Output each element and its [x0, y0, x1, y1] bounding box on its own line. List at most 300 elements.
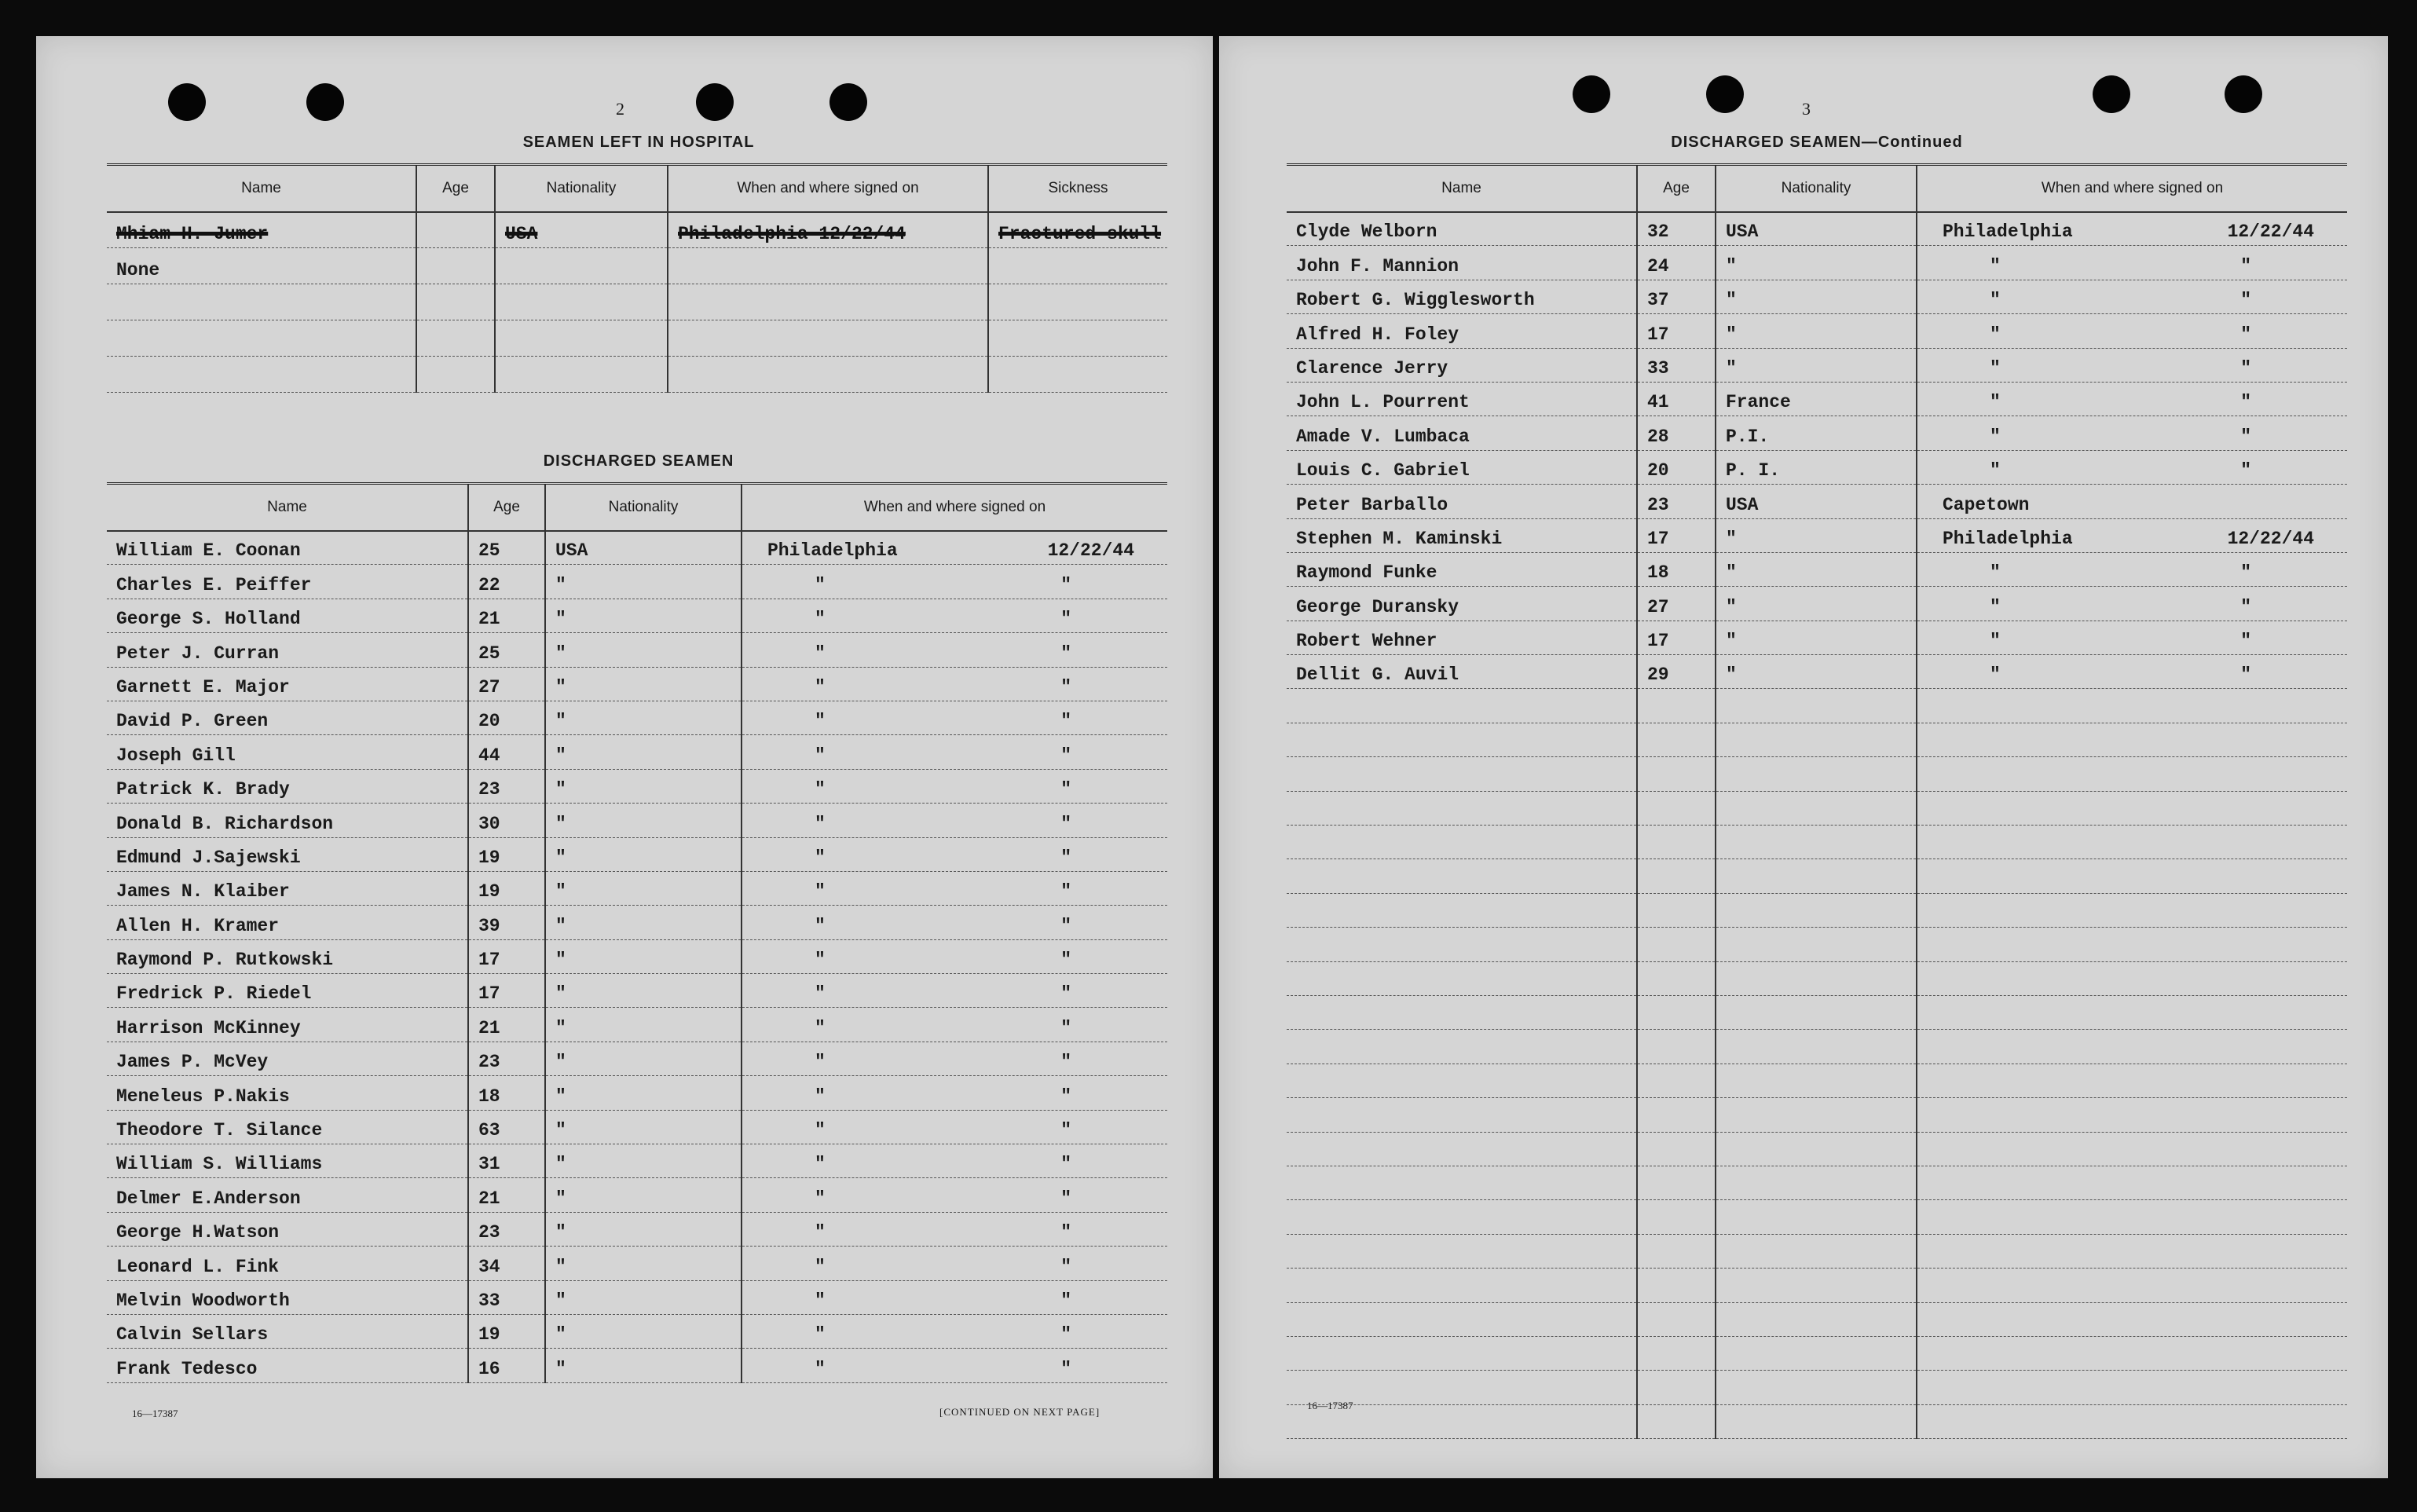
table-row	[107, 1349, 1167, 1382]
name-cell: John F. Mannion	[1287, 246, 1637, 280]
binder-hole	[2093, 75, 2130, 113]
name-cell: Louis C. Gabriel	[1287, 450, 1637, 484]
signed-on-cell	[1917, 552, 2347, 586]
signed-on-cell	[1917, 1371, 2347, 1404]
signed-on-date	[2314, 495, 2338, 515]
discharged-continued-title: DISCHARGED SEAMEN—Continued	[1671, 134, 1963, 151]
signed-on-place: "	[815, 1324, 826, 1345]
signed-on-values	[1927, 460, 2338, 481]
table-row	[107, 974, 1167, 1008]
table-row	[107, 531, 1167, 565]
table-row	[1287, 1200, 2347, 1234]
signed-on-cell	[742, 1247, 1167, 1280]
table-row	[1287, 587, 2347, 621]
signed-on-cell	[1917, 450, 2347, 484]
age-cell: 31	[468, 1144, 545, 1178]
table-row	[107, 769, 1167, 803]
nationality-cell: USA	[545, 531, 742, 565]
signed-on-place: "	[1990, 324, 2001, 345]
signed-on-place: "	[815, 745, 826, 766]
signed-on-date: "	[1060, 1324, 1071, 1345]
signed-on-cell	[1917, 826, 2347, 859]
nationality-cell	[1716, 791, 1917, 825]
signed-on-cell	[742, 565, 1167, 599]
age-cell	[1637, 961, 1716, 995]
signed-on-cell	[1917, 348, 2347, 382]
signed-on-date: "	[1060, 881, 1071, 902]
signed-on-date: "	[1060, 643, 1071, 664]
table-row	[107, 804, 1167, 837]
nationality-cell: "	[545, 769, 742, 803]
signed-on-date: "	[1060, 1188, 1071, 1209]
signed-on-date: "	[2240, 631, 2251, 652]
signed-on-date: "	[1060, 983, 1071, 1005]
name-cell: Stephen M. Kaminski	[1287, 518, 1637, 552]
table-row	[1287, 518, 2347, 552]
nationality-cell: "	[545, 1110, 742, 1144]
signed-on-cell	[742, 633, 1167, 667]
signed-on-place: "	[815, 1154, 826, 1175]
signed-on-place: "	[815, 1290, 826, 1311]
signed-on-values	[752, 1018, 1158, 1038]
binder-hole	[829, 83, 867, 121]
name-cell: Joseph Gill	[107, 735, 468, 769]
form-number: 16—17387	[132, 1408, 178, 1419]
age-cell: 30	[468, 804, 545, 837]
nationality-cell: USA	[495, 212, 668, 248]
signed-on-values	[1927, 529, 2338, 549]
table-row	[1287, 1234, 2347, 1268]
sickness-cell	[988, 284, 1167, 320]
name-cell	[1287, 893, 1637, 927]
signed-on-values	[752, 916, 1158, 936]
signed-on-place: "	[815, 1222, 826, 1243]
nationality-cell: "	[545, 565, 742, 599]
age-cell: 44	[468, 735, 545, 769]
age-cell: 41	[1637, 382, 1716, 416]
discharged-continued-header-row	[1287, 165, 2347, 212]
signed-on-place: "	[815, 983, 826, 1005]
signed-on-cell: Philadelphia 12/22/44	[668, 212, 988, 248]
table-row	[1287, 1064, 2347, 1097]
sickness-cell	[988, 357, 1167, 393]
signed-on-date: "	[1060, 915, 1071, 936]
col-header-name: Name	[107, 484, 468, 531]
signed-on-cell	[742, 939, 1167, 973]
signed-on-date: "	[1060, 847, 1071, 868]
name-cell: Charles E. Peiffer	[107, 565, 468, 599]
age-cell	[1637, 995, 1716, 1029]
table-row	[1287, 280, 2347, 313]
table-row	[107, 1076, 1167, 1110]
page-number: 3	[1802, 99, 1811, 119]
age-cell: 20	[468, 701, 545, 734]
signed-on-cell	[1917, 314, 2347, 348]
signed-on-date: "	[1060, 1154, 1071, 1175]
signed-on-place: "	[1990, 290, 2001, 311]
age-cell	[1637, 757, 1716, 791]
signed-on-values	[1927, 324, 2338, 345]
name-cell	[1287, 1302, 1637, 1336]
binder-hole	[2225, 75, 2262, 113]
discharged-table	[107, 482, 1167, 1383]
table-row	[1287, 552, 2347, 586]
name-cell: Peter J. Curran	[107, 633, 468, 667]
nationality-cell: "	[545, 871, 742, 905]
signed-on-cell	[742, 974, 1167, 1008]
nationality-cell	[1716, 1302, 1917, 1336]
sickness-cell: Fractured skull	[988, 212, 1167, 248]
col-header-nationality: Nationality	[495, 165, 668, 212]
nationality-cell: "	[545, 1314, 742, 1348]
nationality-cell: "	[1716, 587, 1917, 621]
nationality-cell: "	[1716, 280, 1917, 313]
table-row	[107, 284, 1167, 320]
nationality-cell: "	[545, 974, 742, 1008]
signed-on-cell	[668, 248, 988, 284]
age-cell	[1637, 1404, 1716, 1438]
name-cell: None	[107, 248, 416, 284]
signed-on-cell	[742, 804, 1167, 837]
nationality-cell: "	[545, 804, 742, 837]
signed-on-cell	[1917, 1098, 2347, 1132]
signed-on-values	[1927, 562, 2338, 583]
signed-on-place: "	[1990, 357, 2001, 379]
signed-on-cell	[1917, 689, 2347, 723]
age-cell	[1637, 1302, 1716, 1336]
age-cell	[1637, 1132, 1716, 1166]
signed-on-date: "	[1060, 1085, 1071, 1107]
table-row	[107, 248, 1167, 284]
nationality-cell	[1716, 961, 1917, 995]
signed-on-place: "	[815, 881, 826, 902]
name-cell	[1287, 1166, 1637, 1199]
nationality-cell	[1716, 1098, 1917, 1132]
age-cell	[416, 357, 495, 393]
signed-on-values	[752, 950, 1158, 970]
binder-hole	[1706, 75, 1744, 113]
nationality-cell	[1716, 1132, 1917, 1166]
age-cell	[416, 248, 495, 284]
signed-on-place: "	[815, 1358, 826, 1379]
signed-on-values	[752, 745, 1158, 766]
signed-on-cell	[1917, 1200, 2347, 1234]
binder-hole	[306, 83, 344, 121]
signed-on-values	[752, 1291, 1158, 1311]
nationality-cell	[1716, 1269, 1917, 1302]
name-cell	[1287, 1064, 1637, 1097]
nationality-cell: USA	[1716, 212, 1917, 246]
signed-on-values	[752, 575, 1158, 595]
age-cell	[1637, 1098, 1716, 1132]
age-cell	[1637, 1166, 1716, 1199]
age-cell	[1637, 1234, 1716, 1268]
signed-on-cell	[1917, 1404, 2347, 1438]
signed-on-values	[752, 609, 1158, 629]
age-cell	[1637, 826, 1716, 859]
table-row	[107, 357, 1167, 393]
col-header-signed-on: When and where signed on	[742, 484, 1167, 531]
left-page	[36, 36, 1213, 1478]
age-cell: 17	[1637, 518, 1716, 552]
signed-on-values	[1927, 664, 2338, 685]
signed-on-date: "	[1060, 1222, 1071, 1243]
signed-on-place: Philadelphia	[767, 540, 898, 562]
table-row	[1287, 1336, 2347, 1370]
age-cell: 63	[468, 1110, 545, 1144]
sickness-cell	[988, 320, 1167, 357]
nationality-cell: "	[545, 1042, 742, 1075]
signed-on-values	[1927, 221, 2338, 242]
signed-on-cell	[1917, 1030, 2347, 1064]
signed-on-place: "	[1990, 392, 2001, 413]
table-row	[1287, 621, 2347, 654]
signed-on-cell	[1917, 723, 2347, 756]
nationality-cell	[1716, 1166, 1917, 1199]
signed-on-place: "	[815, 1085, 826, 1107]
name-cell: Clarence Jerry	[1287, 348, 1637, 382]
nationality-cell: USA	[1716, 485, 1917, 518]
age-cell: 18	[1637, 552, 1716, 586]
age-cell: 37	[1637, 280, 1716, 313]
name-cell	[1287, 826, 1637, 859]
signed-on-date: "	[1060, 1358, 1071, 1379]
signed-on-cell	[742, 1178, 1167, 1212]
name-cell: William S. Williams	[107, 1144, 468, 1178]
signed-on-cell	[1917, 212, 2347, 246]
signed-on-values	[752, 1154, 1158, 1174]
table-row	[1287, 1166, 2347, 1199]
name-cell	[1287, 1030, 1637, 1064]
col-header-signed-on: When and where signed on	[1917, 165, 2347, 212]
age-cell	[1637, 723, 1716, 756]
signed-on-cell	[1917, 1064, 2347, 1097]
nationality-cell: "	[1716, 621, 1917, 654]
table-row	[1287, 791, 2347, 825]
signed-on-place: "	[1990, 255, 2001, 276]
nationality-cell	[495, 357, 668, 393]
signed-on-place: "	[815, 676, 826, 697]
age-cell	[1637, 791, 1716, 825]
page-number: 2	[616, 99, 624, 119]
age-cell	[1637, 1200, 1716, 1234]
age-cell: 21	[468, 1178, 545, 1212]
age-cell: 23	[468, 1042, 545, 1075]
nationality-cell: "	[1716, 348, 1917, 382]
nationality-cell: "	[1716, 246, 1917, 280]
signed-on-cell	[1917, 1302, 2347, 1336]
name-cell	[1287, 1336, 1637, 1370]
signed-on-values	[752, 848, 1158, 868]
table-row	[107, 667, 1167, 701]
table-row	[1287, 826, 2347, 859]
table-row	[1287, 723, 2347, 756]
signed-on-cell	[1917, 893, 2347, 927]
age-cell: 19	[468, 1314, 545, 1348]
nationality-cell: "	[545, 599, 742, 632]
age-cell: 19	[468, 837, 545, 871]
signed-on-cell	[1917, 621, 2347, 654]
table-row	[1287, 1404, 2347, 1438]
signed-on-date: "	[2240, 290, 2251, 311]
table-row	[1287, 655, 2347, 689]
signed-on-values	[1927, 392, 2338, 412]
name-cell: Peter Barballo	[1287, 485, 1637, 518]
nationality-cell: "	[545, 1247, 742, 1280]
age-cell: 23	[468, 769, 545, 803]
nationality-cell: "	[545, 837, 742, 871]
table-row	[1287, 348, 2347, 382]
signed-on-cell	[1917, 655, 2347, 689]
signed-on-place: "	[815, 1188, 826, 1209]
table-row	[107, 565, 1167, 599]
signed-on-cell	[742, 837, 1167, 871]
table-row	[107, 871, 1167, 905]
signed-on-date: "	[2240, 664, 2251, 686]
signed-on-date: "	[1060, 1290, 1071, 1311]
signed-on-cell	[742, 1144, 1167, 1178]
nationality-cell: "	[1716, 314, 1917, 348]
name-cell	[1287, 1234, 1637, 1268]
name-cell	[1287, 961, 1637, 995]
name-cell	[1287, 1098, 1637, 1132]
signed-on-place: "	[1990, 664, 2001, 686]
name-cell: Donald B. Richardson	[107, 804, 468, 837]
nationality-cell: "	[1716, 655, 1917, 689]
signed-on-values	[752, 1188, 1158, 1209]
signed-on-values	[1927, 290, 2338, 310]
signed-on-place: "	[815, 1052, 826, 1073]
signed-on-cell	[1917, 757, 2347, 791]
table-row	[1287, 1302, 2347, 1336]
signed-on-cell	[1917, 995, 2347, 1029]
signed-on-cell	[1917, 928, 2347, 961]
signed-on-cell	[1917, 246, 2347, 280]
col-header-name: Name	[107, 165, 416, 212]
age-cell	[416, 320, 495, 357]
table-row	[1287, 1269, 2347, 1302]
col-header-age: Age	[468, 484, 545, 531]
nationality-cell: "	[545, 1144, 742, 1178]
signed-on-place: "	[1990, 562, 2001, 584]
col-header-nationality: Nationality	[545, 484, 742, 531]
age-cell	[1637, 928, 1716, 961]
signed-on-date: "	[2240, 460, 2251, 481]
signed-on-values	[752, 1359, 1158, 1379]
nationality-cell: "	[545, 735, 742, 769]
hospital-table	[107, 163, 1167, 393]
sickness-cell	[988, 248, 1167, 284]
nationality-cell	[1716, 893, 1917, 927]
age-cell: 24	[1637, 246, 1716, 280]
hospital-header-row	[107, 165, 1167, 212]
name-cell: James N. Klaiber	[107, 871, 468, 905]
signed-on-place: "	[1990, 426, 2001, 447]
name-cell: Melvin Woodworth	[107, 1280, 468, 1314]
age-cell: 32	[1637, 212, 1716, 246]
signed-on-cell	[1917, 1166, 2347, 1199]
nationality-cell: "	[545, 1178, 742, 1212]
signed-on-place: "	[815, 1256, 826, 1277]
name-cell: George Duransky	[1287, 587, 1637, 621]
nationality-cell	[1716, 1371, 1917, 1404]
age-cell	[1637, 1269, 1716, 1302]
table-row	[107, 906, 1167, 939]
signed-on-cell	[1917, 859, 2347, 893]
table-row	[107, 1212, 1167, 1246]
table-row	[107, 1280, 1167, 1314]
signed-on-place: Capetown	[1943, 494, 2030, 515]
signed-on-date: 12/22/44	[1047, 540, 1134, 562]
signed-on-date: "	[1060, 1017, 1071, 1038]
signed-on-values	[752, 540, 1158, 561]
name-cell	[1287, 995, 1637, 1029]
signed-on-place: "	[815, 711, 826, 732]
nationality-cell: France	[1716, 382, 1917, 416]
signed-on-values	[1927, 597, 2338, 617]
table-row	[1287, 416, 2347, 450]
name-cell: Raymond Funke	[1287, 552, 1637, 586]
age-cell: 29	[1637, 655, 1716, 689]
signed-on-cell	[1917, 485, 2347, 518]
table-row	[1287, 893, 2347, 927]
table-row	[107, 320, 1167, 357]
name-cell	[1287, 928, 1637, 961]
age-cell	[1637, 1030, 1716, 1064]
name-cell: Harrison McKinney	[107, 1008, 468, 1042]
name-cell: Patrick K. Brady	[107, 769, 468, 803]
signed-on-date: "	[2240, 562, 2251, 584]
signed-on-cell	[742, 1076, 1167, 1110]
nationality-cell	[1716, 1030, 1917, 1064]
signed-on-values	[752, 1257, 1158, 1277]
name-cell: Mhiam H. Jumer	[107, 212, 416, 248]
signed-on-date: "	[1060, 711, 1071, 732]
signed-on-cell	[742, 735, 1167, 769]
table-row	[107, 1042, 1167, 1075]
signed-on-cell	[668, 320, 988, 357]
name-cell: Robert G. Wigglesworth	[1287, 280, 1637, 313]
signed-on-cell	[742, 871, 1167, 905]
signed-on-cell	[742, 531, 1167, 565]
name-cell: Dellit G. Auvil	[1287, 655, 1637, 689]
continued-note: [CONTINUED ON NEXT PAGE]	[939, 1406, 1100, 1418]
signed-on-date: "	[1060, 779, 1071, 800]
age-cell: 20	[1637, 450, 1716, 484]
signed-on-place: "	[1990, 460, 2001, 481]
age-cell	[1637, 1371, 1716, 1404]
table-row	[107, 633, 1167, 667]
age-cell: 17	[468, 974, 545, 1008]
age-cell: 25	[468, 531, 545, 565]
name-cell: Raymond P. Rutkowski	[107, 939, 468, 973]
signed-on-cell	[1917, 280, 2347, 313]
name-cell	[1287, 1132, 1637, 1166]
table-row	[107, 1247, 1167, 1280]
table-row	[1287, 382, 2347, 416]
col-header-age: Age	[416, 165, 495, 212]
signed-on-cell	[1917, 1234, 2347, 1268]
age-cell	[1637, 859, 1716, 893]
signed-on-cell	[742, 667, 1167, 701]
signed-on-values	[752, 1222, 1158, 1243]
signed-on-date: "	[1060, 1256, 1071, 1277]
nationality-cell: "	[545, 906, 742, 939]
name-cell: Garnett E. Major	[107, 667, 468, 701]
signed-on-date: 12/22/44	[2227, 528, 2314, 549]
signed-on-values	[752, 983, 1158, 1004]
signed-on-date: "	[1060, 813, 1071, 834]
